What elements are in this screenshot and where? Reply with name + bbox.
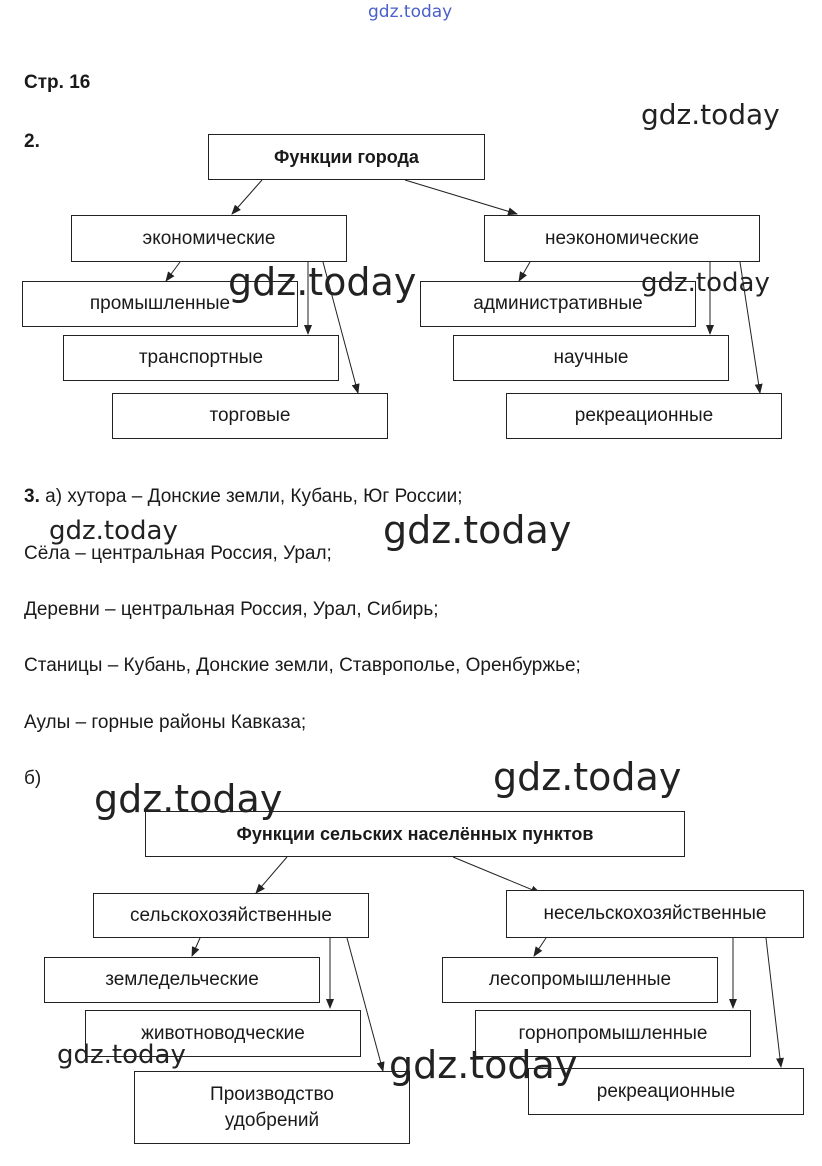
watermark: gdz.today xyxy=(57,1040,186,1070)
task-3-line-5: Аулы – горные районы Кавказа; xyxy=(24,712,307,733)
task-3-line-4: Станицы – Кубань, Донские земли, Ставрополье, Оренбуржье; xyxy=(24,655,581,676)
site-watermark-top: gdz.today xyxy=(368,2,453,22)
watermark: gdz.today xyxy=(383,508,572,552)
diagram1-root: Функции города xyxy=(208,134,485,180)
diagram2-right-title: несельскохозяйственные xyxy=(506,890,804,938)
diagram2-right-item-2: горнопромышленные xyxy=(475,1010,751,1057)
diagram1-right-item-3: рекреационные xyxy=(506,393,782,439)
diagram1-right-item-1: административные xyxy=(420,281,696,327)
task-3-line-1-text: а) хутора – Донские земли, Кубань, Юг России; xyxy=(45,486,463,507)
task-3-line-1 xyxy=(24,486,462,508)
diagram2-right-item-1: лесопромышленные xyxy=(442,957,718,1003)
diagram2-root: Функции сельских населённых пунктов xyxy=(145,811,685,857)
task-3-line-3: Деревни – центральная Россия, Урал, Сибирь; xyxy=(24,599,439,620)
watermark: gdz.today xyxy=(228,260,417,304)
task-3-part-b: б) xyxy=(24,768,42,789)
diagram1-left-item-3: торговые xyxy=(112,393,388,439)
watermark: gdz.today xyxy=(389,1043,578,1087)
diagram2-left-title: сельскохозяйственные xyxy=(93,893,369,938)
diagram1-left-item-1: промышленные xyxy=(22,281,298,327)
diagram1-left-item-2: транспортные xyxy=(63,335,339,381)
diagram1-right-item-2: научные xyxy=(453,335,729,381)
task-2-number: 2. xyxy=(24,131,40,152)
task-3-line-2: Сёла – центральная Россия, Урал; xyxy=(24,543,332,564)
diagram2-left-item-1: земледельческие xyxy=(44,957,320,1003)
watermark: gdz.today xyxy=(641,98,780,131)
watermark: gdz.today xyxy=(94,777,283,821)
task-3-number: 3. xyxy=(24,486,40,507)
diagram2-left-item-2: животноводческие xyxy=(85,1010,361,1057)
watermark: gdz.today xyxy=(493,755,682,799)
diagram2-left-item-3: Производство удобрений xyxy=(134,1071,410,1144)
diagram1-left-title: экономические xyxy=(71,215,347,262)
watermark: gdz.today xyxy=(49,516,178,546)
watermark: gdz.today xyxy=(641,268,770,298)
diagram1-right-title: неэкономические xyxy=(484,215,760,262)
page-number: Стр. 16 xyxy=(24,72,91,93)
diagram2-right-item-3: рекреационные xyxy=(528,1068,804,1115)
